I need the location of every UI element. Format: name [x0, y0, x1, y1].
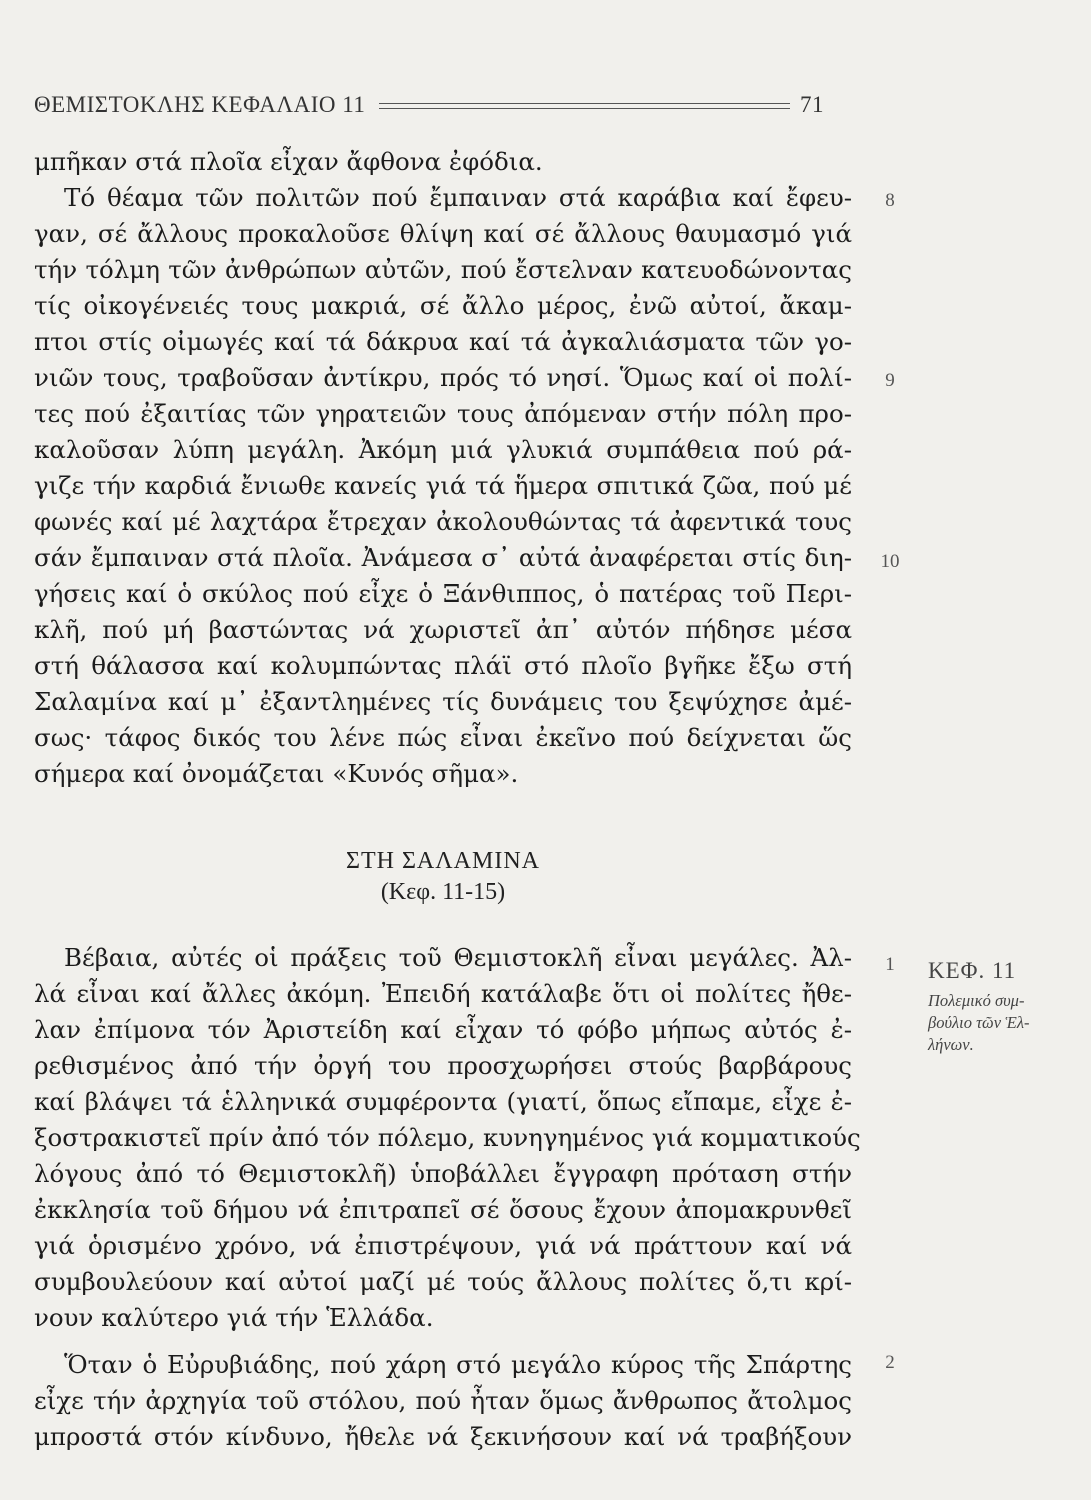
- text-line: Ὅταν ὁ Εὐρυβιάδης, πού χάρη στό μεγάλο κύρος τῆς Σπάρτης: [64, 1350, 852, 1379]
- paragraph-block-3: [34, 1347, 852, 1455]
- line-number: 10: [880, 551, 900, 572]
- text-line: λόγους ἀπό τό Θεμιστοκλῆ) ὑποβάλλει ἔγγραφη πρόταση στήν: [34, 1159, 852, 1188]
- text-line: τες πού ἐξαιτίας τῶν γηρατειῶν τους ἀπόμεναν στήν πόλη προ-: [34, 399, 852, 428]
- text-line: τίς οἰκογένειές τους μακριά, σέ ἄλλο μέρος, ἐνῶ αὐτοί, ἄκαμ-: [34, 291, 852, 320]
- text-line: γιά ὁρισμένο χρόνο, νά ἐπιστρέψουν, γιά νά πράττουν καί νά: [34, 1231, 852, 1260]
- text-line: γήσεις καί ὁ σκύλος πού εἶχε ὁ Ξάνθιππος, ὁ πατέρας τοῦ Περι-: [34, 579, 852, 608]
- running-title: ΘΕΜΙΣΤΟΚΛΗΣ ΚΕΦΑΛΑΙΟ 11: [34, 92, 366, 117]
- text-line: γαν, σέ ἄλλους προκαλοῦσε θλίψη καί σέ ἄλλους θαυμασμό γιά: [34, 219, 852, 248]
- text-line: σως· τάφος δικός του λένε πώς εἶναι ἐκεῖνο πού δείχνεται ὥς: [34, 723, 852, 752]
- text-line: νιῶν τους, τραβοῦσαν ἀντίκρυ, πρός τό νησί. Ὅμως καί οἱ πολί-: [34, 363, 852, 392]
- text-line: εἶχε τήν ἀρχηγία τοῦ στόλου, πού ἦταν ὅμως ἄνθρωπος ἄτολμος: [34, 1386, 852, 1415]
- header-double-rule: [379, 103, 790, 109]
- text-line: λαν ἐπίμονα τόν Ἀριστείδη καί εἶχαν τό φόβο μήπως αὐτός ἐ-: [34, 1015, 852, 1044]
- text-line: τήν τόλμη τῶν ἀνθρώπων αὐτῶν, πού ἔστελναν κατευοδώνοντας: [34, 255, 852, 284]
- line-number: 9: [885, 370, 895, 391]
- text-line: καί βλάψει τά ἑλληνικά συμφέροντα (γιατί, ὅπως εἴπαμε, εἶχε ἐ-: [34, 1087, 852, 1116]
- margin-note-line: βούλιο τῶν Ἑλ-: [928, 1013, 1030, 1032]
- line-number: 2: [885, 1352, 895, 1373]
- margin-note-line: λήνων.: [928, 1035, 974, 1054]
- margin-note: [928, 958, 1068, 1056]
- text-line: ξοστρακιστεῖ πρίν ἀπό τόν πόλεμο, κυνηγημένος γιά κομματικούς: [34, 1123, 861, 1152]
- text-line: σάν ἔμπαιναν στά πλοῖα. Ἀνάμεσα σ᾽ αὐτά ἀναφέρεται στίς διη-: [34, 543, 852, 572]
- text-line: μπροστά στόν κίνδυνο, ἤθελε νά ξεκινήσουν καί νά τραβήξουν: [34, 1422, 852, 1451]
- text-line: Σαλαμίνα καί μ᾽ ἐξαντλημένες τίς δυνάμεις του ξεψύχησε ἀμέ-: [34, 687, 852, 716]
- text-line: πτοι στίς οἰμωγές καί τά δάκρυα καί τά ἀγκαλιάσματα τῶν γο-: [34, 327, 852, 356]
- text-line: κλῆ, πού μή βαστώντας νά χωριστεῖ ἀπ᾽ αὐτόν πήδησε μέσα: [34, 615, 852, 644]
- running-header: [34, 92, 824, 118]
- page-number: 71: [800, 92, 824, 117]
- text-line: μπῆκαν στά πλοῖα εἶχαν ἄφθονα ἐφόδια.: [34, 147, 543, 176]
- section-heading: [34, 848, 852, 906]
- text-line: στή θάλασσα καί κολυμπώντας πλάϊ στό πλοῖο βγῆκε ἔξω στή: [34, 651, 852, 680]
- paragraph-block-1: [34, 144, 852, 792]
- text-line: ρεθισμένος ἀπό τήν ὀργή του προσχωρήσει στούς βαρβάρους: [34, 1051, 852, 1080]
- line-number: 1: [885, 954, 895, 975]
- text-line: λά εἶναι καί ἄλλες ἀκόμη. Ἐπειδή κατάλαβε ὅτι οἱ πολίτες ἤθε-: [34, 979, 852, 1008]
- text-line: σήμερα καί ὀνομάζεται «Κυνός σῆμα».: [34, 759, 519, 788]
- text-line: γιζε τήν καρδιά ἔνιωθε κανείς γιά τά ἥμερα σπιτικά ζῶα, πού μέ: [34, 471, 852, 500]
- text-line: νουν καλύτερο γιά τήν Ἑλλάδα.: [34, 1303, 434, 1332]
- text-line: συμβουλεύουν καί αὐτοί μαζί μέ τούς ἄλλους πολίτες ὅ,τι κρί-: [34, 1267, 852, 1296]
- text-line: καλοῦσαν λύπη μεγάλη. Ἀκόμη μιά γλυκιά συμπάθεια πού ρά-: [34, 435, 852, 464]
- text-line: Βέβαια, αὐτές οἱ πράξεις τοῦ Θεμιστοκλῆ εἶναι μεγάλες. Ἀλ-: [64, 943, 852, 972]
- paragraph-block-2: [34, 940, 861, 1336]
- text-line: φωνές καί μέ λαχτάρα ἔτρεχαν ἀκολουθώντας τά ἀφεντικά τους: [34, 507, 852, 536]
- margin-note-title: ΚΕΦ. 11: [928, 958, 1017, 983]
- margin-note-line: Πολεμικό συμ-: [928, 991, 1025, 1010]
- section-subtitle: (Κεφ. 11-15): [380, 879, 506, 905]
- line-number: 8: [885, 190, 895, 211]
- text-line: ἐκκλησία τοῦ δήμου νά ἐπιτραπεῖ σέ ὅσους ἔχουν ἀπομακρυνθεῖ: [34, 1195, 852, 1224]
- text-line: Τό θέαμα τῶν πολιτῶν πού ἔμπαιναν στά καράβια καί ἔφευ-: [64, 183, 852, 212]
- section-title: ΣΤΗ ΣΑΛΑΜΙΝΑ: [346, 848, 540, 874]
